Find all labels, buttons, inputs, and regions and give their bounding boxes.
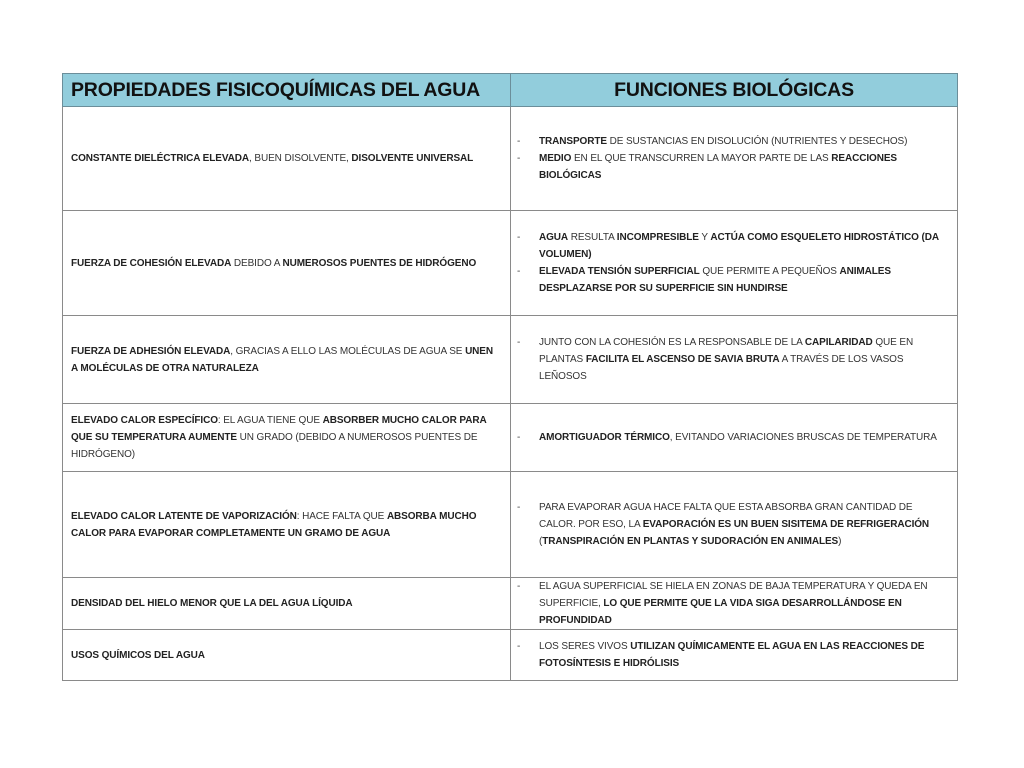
bullet-dash-icon: - (517, 266, 521, 277)
table-row (63, 107, 958, 211)
property-cell (63, 472, 511, 578)
header-functions: FUNCIONES BIOLÓGICAS (511, 74, 958, 107)
function-list (517, 638, 947, 672)
function-item (517, 429, 947, 446)
property-cell (63, 578, 511, 630)
text-segment: TRANSPIRACIÓN EN PLANTAS Y SUDORACIÓN EN ANIMALES (542, 536, 839, 547)
text-segment: NUMEROSOS PUENTES DE HIDRÓGENO (282, 257, 477, 269)
property-text (71, 150, 500, 167)
function-item (517, 499, 947, 550)
bullet-dash-icon: - (517, 337, 521, 348)
text-segment: REACCIONES BIOLÓGICAS (539, 153, 897, 181)
text-segment: CONSTANTE DIELÉCTRICA ELEVADA (71, 153, 250, 164)
text-segment: AMORTIGUADOR TÉRMICO (539, 432, 670, 443)
table-row (63, 316, 958, 404)
water-properties-table (62, 73, 958, 681)
bullet-dash-icon: - (517, 153, 521, 164)
text-segment: EL AGUA SUPERFICIAL SE HIELA EN ZONAS DE BAJA TEMPERATURA Y QUEDA EN SUPERFICIE, (539, 581, 928, 609)
function-cell (511, 316, 958, 404)
text-segment: TRANSPORTE (539, 136, 607, 147)
bullet-dash-icon: - (517, 641, 521, 652)
function-list (517, 229, 947, 297)
function-item (517, 578, 947, 629)
text-segment: : EL AGUA TIENE QUE (217, 415, 323, 426)
function-list (517, 499, 947, 550)
function-item (517, 150, 947, 184)
function-item (517, 229, 947, 263)
text-segment: ELEVADA TENSIÓN SUPERFICIAL (539, 266, 700, 277)
table-row (63, 404, 958, 472)
table-header-row (63, 74, 958, 107)
text-segment: LO QUE PERMITE QUE LA VIDA SIGA DESARROLLÁNDOSE EN PROFUNDIDAD (539, 598, 902, 626)
text-segment: DISOLVENTE UNIVERSAL (351, 153, 474, 164)
function-cell (511, 578, 958, 630)
property-cell (63, 316, 511, 404)
text-segment: LOS SERES VIVOS (539, 641, 631, 652)
text-segment: PARA EVAPORAR AGUA HACE FALTA QUE ESTA ABSORBA GRAN CANTIDAD DE CALOR. POR ESO, LA (539, 502, 913, 530)
property-text (71, 508, 500, 542)
table-row (63, 211, 958, 316)
property-text (71, 412, 500, 463)
text-segment: ANIMALES DESPLAZARSE POR SU SUPERFICIE SIN HUNDIRSE (539, 266, 891, 294)
property-text (71, 595, 500, 612)
function-list (517, 578, 947, 629)
text-segment: A TRAVÉS DE LOS VASOS LEÑOSOS (539, 354, 904, 382)
text-segment: EN EL QUE TRANSCURREN LA MAYOR PARTE DE LAS (571, 153, 832, 164)
text-segment: ELEVADO CALOR ESPECÍFICO (71, 415, 218, 426)
function-item (517, 638, 947, 672)
bullet-dash-icon: - (517, 136, 521, 147)
function-cell (511, 211, 958, 316)
text-segment: FACILITA EL ASCENSO DE SAVIA BRUTA (585, 354, 780, 365)
text-segment: : HACE FALTA QUE (296, 510, 387, 522)
function-item (517, 263, 947, 297)
text-segment: UN GRADO (DEBIDO A NUMEROSOS PUENTES DE HIDRÓGENO) (71, 432, 478, 460)
property-text (71, 255, 500, 272)
property-cell (63, 107, 511, 211)
text-segment: , EVITANDO VARIACIONES BRUSCAS DE TEMPERATURA (669, 432, 937, 443)
text-segment: DE SUSTANCIAS EN DISOLUCIÓN (NUTRIENTES Y DESECHOS) (606, 136, 908, 147)
property-text (71, 647, 500, 664)
bullet-dash-icon: - (517, 502, 521, 513)
text-segment: Y (698, 232, 711, 243)
bullet-dash-icon: - (517, 581, 521, 592)
function-cell (511, 107, 958, 211)
function-cell (511, 404, 958, 472)
property-cell (63, 211, 511, 316)
text-segment: FUERZA DE COHESIÓN ELEVADA (71, 257, 232, 269)
text-segment: ACTÚA COMO ESQUELETO HIDROSTÁTICO (DA VOLUMEN) (539, 232, 939, 260)
text-segment: DENSIDAD DEL HIELO MENOR QUE LA DEL AGUA LÍQUIDA (71, 598, 353, 609)
table-row (63, 630, 958, 681)
text-segment: UNEN A MOLÉCULAS DE OTRA NATURALEZA (71, 345, 493, 374)
text-segment: AGUA (539, 232, 569, 243)
property-text (71, 343, 500, 377)
function-list (517, 429, 947, 446)
text-segment: MEDIO (539, 153, 572, 164)
header-properties: PROPIEDADES FISICOQUÍMICAS DEL AGUA (63, 74, 511, 107)
function-cell (511, 630, 958, 681)
text-segment: JUNTO CON LA COHESIÓN ES LA RESPONSABLE DE LA (539, 337, 805, 348)
property-cell (63, 630, 511, 681)
text-segment: RESULTA (568, 232, 617, 243)
bullet-dash-icon: - (517, 232, 521, 243)
text-segment: ) (838, 536, 842, 547)
text-segment: QUE EN PLANTAS (539, 337, 914, 365)
text-segment: , BUEN DISOLVENTE, (249, 153, 352, 164)
text-segment: ABSORBA MUCHO CALOR PARA EVAPORAR COMPLETAMENTE UN GRAMO DE AGUA (71, 510, 477, 539)
text-segment: ABSORBER MUCHO CALOR PARA QUE SU TEMPERATURA AUMENTE (71, 415, 487, 443)
text-segment: USOS QUÍMICOS DEL AGUA (71, 649, 205, 661)
text-segment: EVAPORACIÓN ES UN BUEN SISITEMA DE REFRIGERACIÓN (642, 519, 930, 530)
bullet-dash-icon: - (517, 432, 521, 443)
text-segment: DEBIDO A (231, 257, 283, 269)
text-segment: CAPILARIDAD (804, 337, 873, 348)
function-list (517, 133, 947, 184)
text-segment: INCOMPRESIBLE (616, 232, 699, 243)
text-segment: QUE PERMITE A PEQUEÑOS (699, 266, 840, 277)
table-body (63, 107, 958, 681)
function-cell (511, 472, 958, 578)
function-list (517, 334, 947, 385)
text-segment: UTILIZAN QUÍMICAMENTE EL AGUA EN LAS REACCIONES DE FOTOSÍNTESIS E HIDRÓLISIS (539, 641, 925, 669)
text-segment: ELEVADO CALOR LATENTE DE VAPORIZACIÓN (71, 510, 297, 522)
function-item (517, 334, 947, 385)
property-cell (63, 404, 511, 472)
function-item (517, 133, 947, 150)
text-segment: , GRACIAS A ELLO LAS MOLÉCULAS DE AGUA SE (230, 345, 466, 357)
table-row (63, 472, 958, 578)
text-segment: ( (539, 536, 543, 547)
text-segment: FUERZA DE ADHESIÓN ELEVADA (71, 345, 231, 357)
table-row (63, 578, 958, 630)
